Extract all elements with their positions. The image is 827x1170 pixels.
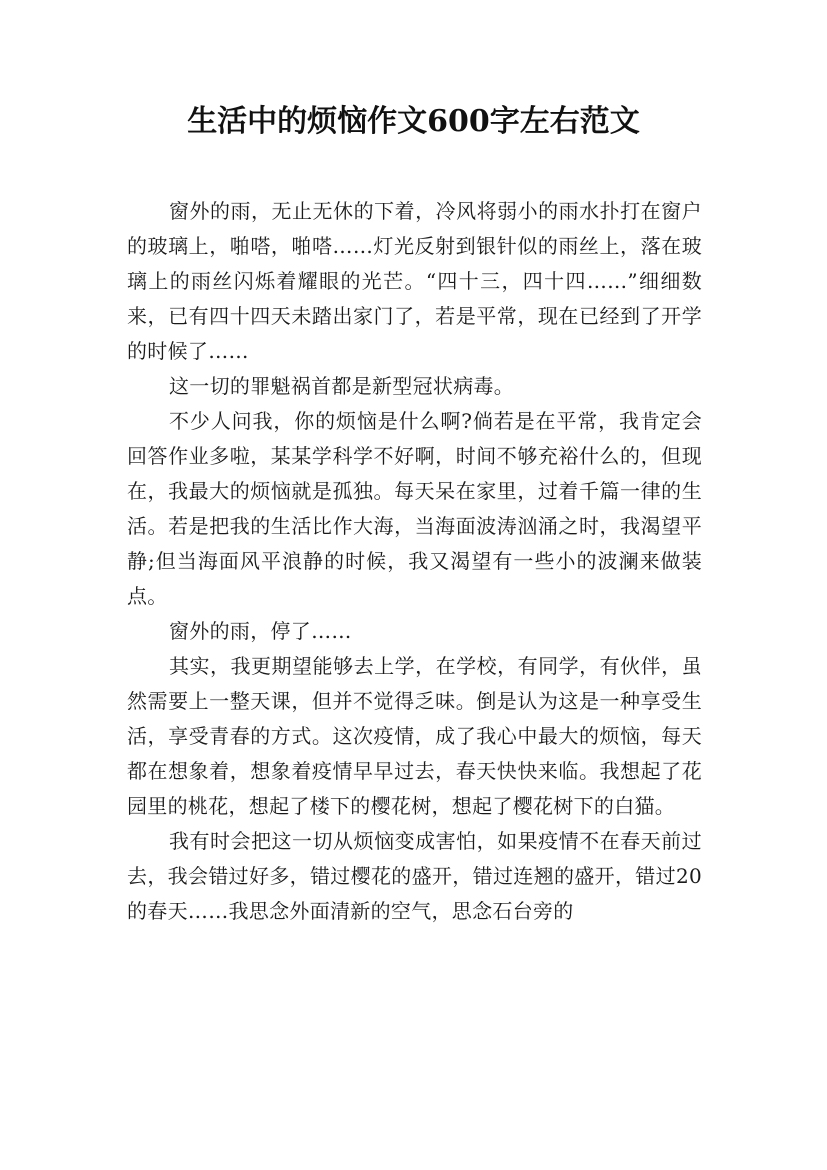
paragraph: 窗外的雨，无止无休的下着，冷风将弱小的雨水扑打在窗户的玻璃上，啪嗒，啪嗒……灯光反射到银针似的雨丝上，落在玻璃上的雨丝闪烁着耀眼的光芒。“四十三，四十四……”细细数来，已有四十四天未踏出家门了，若是平常，现在已经到了开学的时候了…… — [127, 199, 702, 363]
paragraph: 窗外的雨，停了…… — [169, 619, 352, 643]
document-title: 生活中的烦恼作文600字左右范文 — [187, 104, 640, 139]
paragraph: 不少人问我，你的烦恼是什么啊?倘若是在平常，我肯定会回答作业多啦，某某学科学不好啊，时间不够充裕什么的，但现在，我最大的烦恼就是孤独。每天呆在家里，过着千篇一律的生活。若是把我的生活比作大海，当海面波涛汹涌之时，我渴望平静;但当海面风平浪静的时候，我又渴望有一些小的波澜来做装点。 — [127, 409, 702, 608]
paragraph: 这一切的罪魁祸首都是新型冠状病毒。 — [169, 374, 515, 398]
document-body — [127, 194, 702, 929]
paragraph: 我有时会把这一切从烦恼变成害怕，如果疫情不在春天前过去，我会错过好多，错过樱花的盛开，错过连翘的盛开，错过20的春天……我思念外面清新的空气，思念石台旁的 — [127, 829, 702, 923]
paragraph: 其实，我更期望能够去上学，在学校，有同学，有伙伴，虽然需要上一整天课，但并不觉得乏味。倒是认为这是一种享受生活，享受青春的方式。这次疫情，成了我心中最大的烦恼，每天都在想象着，想象着疫情早早过去，春天快快来临。我想起了花园里的桃花，想起了楼下的樱花树，想起了樱花树下的白猫。 — [127, 654, 702, 818]
